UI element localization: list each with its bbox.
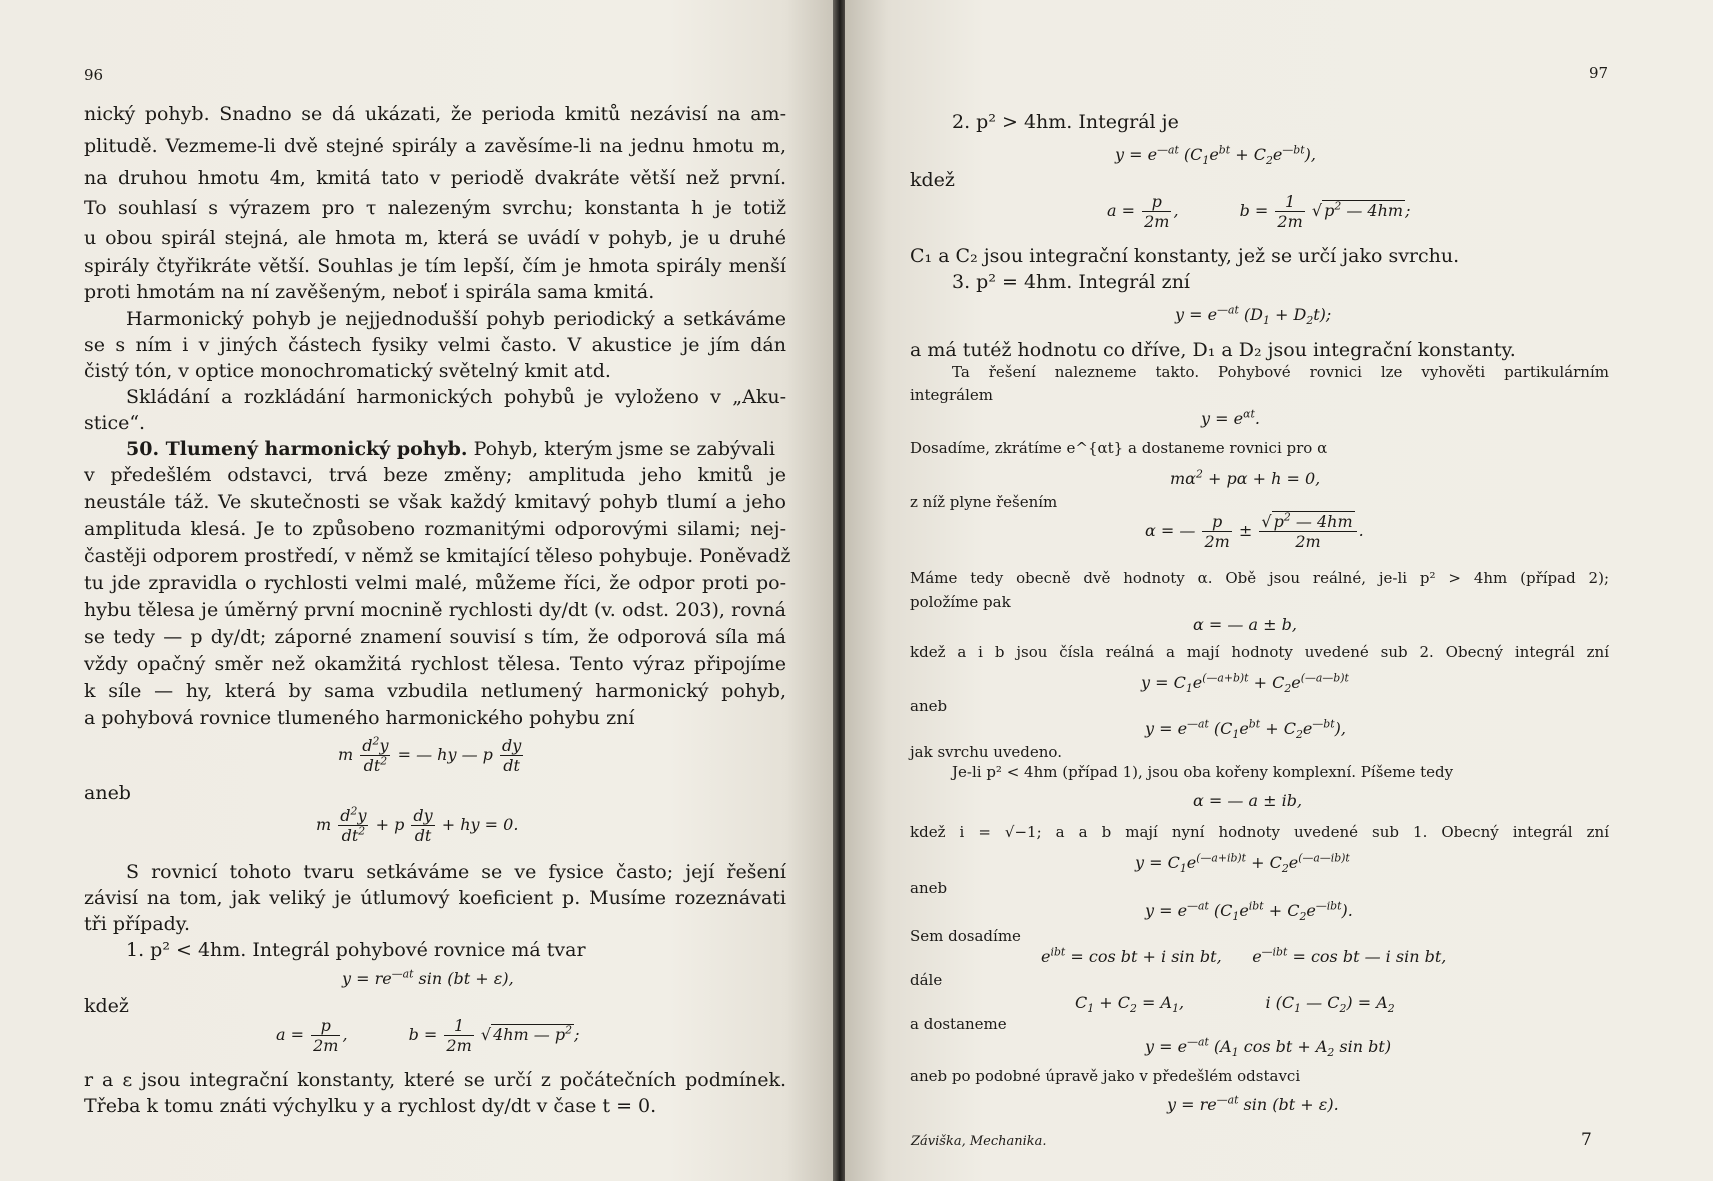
small-text-line: a dostaneme	[910, 1015, 1007, 1033]
small-text-line: položíme pak	[910, 593, 1011, 611]
text-line: plitudě. Vezmeme-li dvě stejné spirály a zavěsíme-li na jednu hmotu m,	[84, 135, 786, 157]
equation-a-b-case2: a = $\frac{p}{2m}$ , b = $\frac{1}{2m}$ √ $p^2$ — 4hm ;	[1107, 192, 1411, 231]
section-50-first-line	[126, 437, 786, 461]
equation-general-real: $y = C_1e^{(—a+b)t} + C_2e^{(—a—b)t}$	[1141, 671, 1349, 696]
text-line: nický pohyb. Snadno se dá ukázati, že perioda kmitů nezávisí na am-	[84, 103, 786, 125]
text-line: tu jde zpravidla o rychlosti velmi malé, můžeme říci, že odpor proti po-	[84, 572, 786, 594]
text-line: Skládání a rozkládání harmonických pohybů je vyloženo v „Aku-	[126, 386, 786, 408]
text-line: C₁ a C₂ jsou integrační konstanty, jež se určí jako svrchu.	[910, 245, 1460, 267]
text-line: častěji odporem prostředí, v němž se kmitající těleso pohybuje. Poněvadž	[84, 545, 791, 567]
footer-author: Záviška, Mechanika.	[911, 1134, 1047, 1149]
equation-alpha-complex: α = — a ± ib,	[1193, 791, 1303, 810]
small-text-line: kdež i = √−1; a a b mají nyní hodnoty uvedené sub 1. Obecný integrál zní	[910, 823, 1609, 841]
text-aneb: aneb	[84, 782, 131, 804]
small-text-line: Máme tedy obecně dvě hodnoty α. Obě jsou reálné, je-li p² > 4hm (případ 2);	[910, 569, 1609, 587]
small-text-line: integrálem	[910, 386, 993, 404]
small-text-line: jak svrchu uvedeno.	[910, 743, 1062, 761]
text-line: se s ním i v jiných částech fysiky velmi často. V akustice je jím dán	[84, 334, 786, 356]
text-kdez: kdež	[84, 995, 129, 1017]
equation-constants: $C_1 + C_2 = A_1$, i ($C_1$ — $C_2) = A_2$	[1075, 993, 1395, 1016]
section-heading: 50. Tlumený harmonický pohyb.	[126, 438, 468, 460]
page-number-left: 96	[84, 66, 104, 84]
text-line: k síle — hy, která by sama vzbudila netlumený harmonický pohyb,	[84, 680, 786, 702]
small-text-line: dále	[910, 971, 943, 989]
equation-roots: α = — $\frac{p}{2m}$ ± $\frac{√ p^2 — 4hm}{2m}$ .	[1145, 510, 1364, 551]
text-line: neustále táž. Ve skutečnosti se však každý kmitavý pohyb tlumí a jeho	[84, 491, 786, 513]
equation-motion-1: m $\frac{d^2y}{dt^2}$ = — hy — p $\frac{dy}{dt}$	[338, 734, 522, 775]
text-kdez: kdež	[910, 169, 955, 191]
small-text-line: aneb	[910, 879, 948, 897]
text-line: proti hmotám na ní zavěšeným, neboť i spirála sama kmitá.	[84, 281, 655, 303]
text-line: Harmonický pohyb je nejjednodušší pohyb periodický a setkáváme	[126, 308, 786, 330]
text-line: hybu tělesa je úměrný první mocnině rychlosti dy/dt (v. odst. 203), rovná	[84, 599, 786, 621]
text-line: a pohybová rovnice tlumeného harmonického pohybu zní	[84, 707, 635, 729]
text-line: čistý tón, v optice monochromatický světelný kmit atd.	[84, 360, 611, 382]
small-text-line: Dosadíme, zkrátíme e^{αt} a dostaneme rovnici pro α	[910, 439, 1328, 457]
case-1-line: 1. p² < 4hm. Integrál pohybové rovnice má tvar	[126, 939, 586, 961]
text-line: závisí na tom, jak veliký je útlumový koeficient p. Musíme rozeznávati	[84, 887, 786, 909]
equation-final: $y = re^{—at}$ sin (bt + ε).	[1167, 1093, 1339, 1114]
equation-motion-2: m $\frac{d^2y}{dt^2}$ + p $\frac{dy}{dt}$ + hy = 0.	[316, 804, 519, 845]
text-line: Třeba k tomu znáti výchylku y a rychlost dy/dt v čase t = 0.	[84, 1095, 657, 1117]
text-line: v předešlém odstavci, trvá beze změny; amplituda jeho kmitů je	[84, 464, 786, 486]
text-line: vždy opačný směr než okamžitá rychlost tělesa. Tento výraz připojíme	[84, 653, 786, 675]
text-line: na druhou hmotu 4m, kmitá tato v periodě dvakráte větší než první.	[84, 167, 786, 189]
text-line: spirály čtyřikráte větší. Souhlas je tím lepší, čím je hmota spirály menší	[84, 255, 786, 277]
small-text-line: aneb	[910, 697, 948, 715]
equation-particular: $y = e^{\alpha t}$.	[1201, 407, 1260, 428]
equation-solution-3: $y = e^{—at}$ $(D_1 + D_2t)$;	[1175, 303, 1332, 328]
text-line: u obou spirál stejná, ale hmota m, která se uvádí v pohyb, je u druhé	[84, 227, 786, 249]
equation-general-complex: $y = C_1e^{(—a+ib)t} + C_2e^{(—a—ib)t}$	[1135, 851, 1350, 876]
text-line: S rovnicí tohoto tvaru setkáváme se ve fysice často; její řešení	[126, 861, 786, 883]
small-text-line: aneb po podobné úpravě jako v předešlém odstavci	[910, 1067, 1301, 1085]
text-line: a má tutéž hodnotu co dříve, D₁ a D₂ jsou integrační konstanty.	[910, 339, 1516, 361]
small-text-line: Sem dosadíme	[910, 927, 1021, 945]
page-number-right: 97	[1589, 64, 1609, 82]
equation-solution-1: $y = re^{—at}$ sin (bt + ε),	[342, 967, 514, 988]
case-2-line: 2. p² > 4hm. Integrál je	[952, 111, 1179, 133]
small-text-line: Ta řešení nalezneme takto. Pohybové rovnici lze vyhověti partikulárním	[952, 363, 1609, 381]
equation-alpha-real: α = — a ± b,	[1193, 615, 1297, 634]
right-page	[845, 0, 1713, 1181]
small-text-line: kdež a i b jsou čísla reálná a mají hodnoty uvedené sub 2. Obecný integrál zní	[910, 643, 1609, 661]
text-line: amplituda klesá. Je to způsobeno rozmanitými odporovými silami; nej-	[84, 518, 786, 540]
text-line: To souhlasí s výrazem pro τ nalezeným svrchu; konstanta h je totiž	[84, 197, 786, 219]
equation-general-complex-2: $y = e^{—at}$ $(C_1e^{ibt} + C_2e^{—ibt})$.	[1145, 899, 1353, 924]
text-line: stice“.	[84, 412, 146, 434]
left-page	[0, 0, 835, 1181]
equation-solution-2: $y = e^{—at}$ $(C_1e^{bt} + C_2e^{—bt})$,	[1115, 143, 1316, 168]
equation-real-form: $y = e^{—at}$ ($A_1$ cos bt + $A_2$ sin bt)	[1145, 1035, 1392, 1060]
equation-general-real-2: $y = e^{—at}$ $(C_1e^{bt} + C_2e^{—bt})$,	[1145, 717, 1346, 742]
case-3-line: 3. p² = 4hm. Integrál zní	[952, 271, 1191, 293]
small-text-line: z níž plyne řešením	[910, 493, 1058, 511]
text-line: tři případy.	[84, 913, 191, 935]
signature-mark: 7	[1581, 1130, 1592, 1150]
small-text-line: Je-li p² < 4hm (případ 1), jsou oba kořeny komplexní. Píšeme tedy	[952, 763, 1454, 781]
text-line: Pohyb, kterým jsme se zabývali	[467, 438, 775, 460]
equation-characteristic: $m\alpha^2 + p\alpha + h = 0$,	[1170, 467, 1321, 488]
equation-a-b-case1: a = $\frac{p}{2m}$ , b = $\frac{1}{2m}$ √ 4hm — $p^2$ ;	[276, 1016, 580, 1055]
text-line: r a ε jsou integrační konstanty, které se určí z počátečních podmínek.	[84, 1069, 786, 1091]
equation-euler: $e^{ibt} = \cos$ bt + i sin bt, $e^{—ibt} = \cos$ bt — i sin bt,	[1041, 945, 1447, 966]
text-line: se tedy — p dy/dt; záporné znamení souvisí s tím, že odporová síla má	[84, 626, 786, 648]
